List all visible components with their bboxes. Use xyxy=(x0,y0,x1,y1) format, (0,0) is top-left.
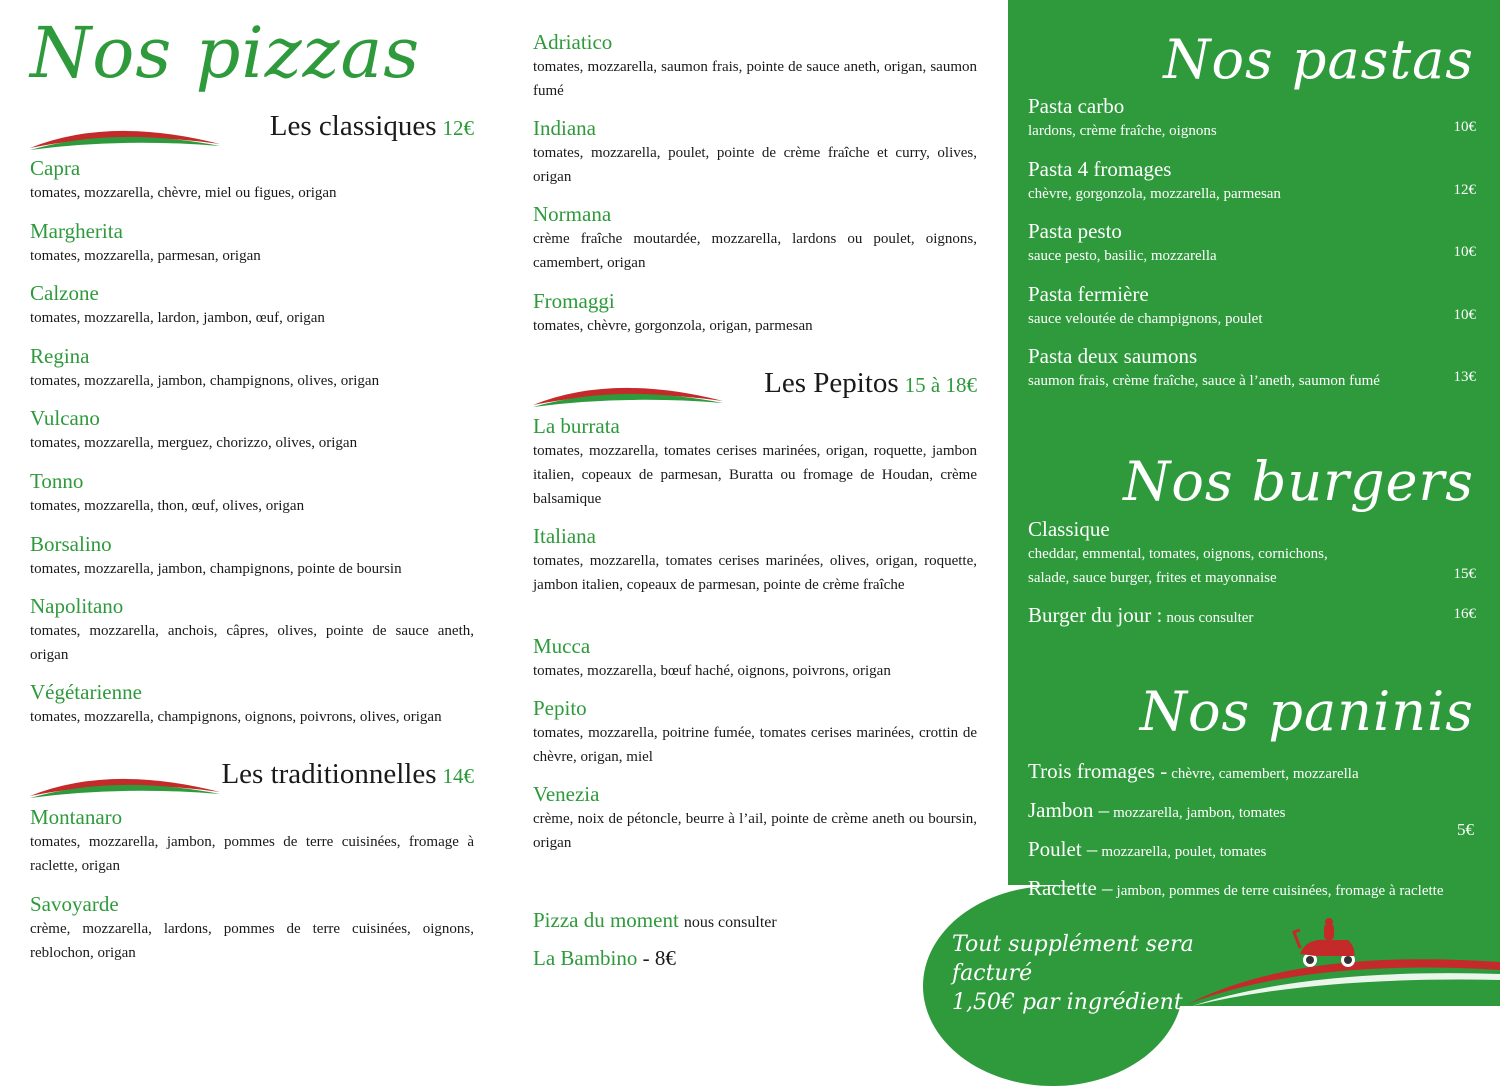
section-pepitos xyxy=(533,367,977,407)
item-desc: tomates, mozzarella, jambon, champignons, olives, origan xyxy=(30,373,380,389)
item-price: 10€ xyxy=(1453,307,1476,323)
item-desc: tomates, mozzarella, champignons, oignons, poivrons, olives, origan xyxy=(30,709,442,725)
section-price: 14€ xyxy=(442,764,474,788)
item-name: Pasta carbo xyxy=(1028,94,1125,118)
item-desc: sauce pesto, basilic, mozzarella xyxy=(1028,248,1217,264)
item-name: Capra xyxy=(30,156,81,180)
pizzas-title: Nos pizzas xyxy=(30,12,421,94)
section-traditionnelles xyxy=(30,758,474,798)
item-price: 15€ xyxy=(1453,566,1476,582)
item-sep: – xyxy=(1102,876,1113,900)
panini-item xyxy=(1028,876,1444,901)
menu-item xyxy=(30,156,474,205)
panini-item xyxy=(1028,759,1359,784)
item-desc: tomates, mozzarella, poulet, pointe de crème fraîche et curry, olives, origan xyxy=(533,145,977,185)
item-desc: tomates, mozzarella, lardon, jambon, œuf, origan xyxy=(30,310,325,326)
item-desc: lardons, crème fraîche, oignons xyxy=(1028,123,1217,139)
menu-item xyxy=(30,532,474,581)
item-desc: crème fraîche moutardée, mozzarella, lardons ou poulet, oignons, camembert, origan xyxy=(533,231,977,271)
menu-item xyxy=(533,289,977,338)
section-price: 12€ xyxy=(442,116,474,140)
menu-item xyxy=(533,782,977,855)
item-name: Tonno xyxy=(30,469,84,493)
item-name: Burger du jour : xyxy=(1028,603,1163,627)
item-desc: tomates, mozzarella, poitrine fumée, tomates cerises marinées, crottin de chèvre, origan, miel xyxy=(533,725,977,765)
swoosh-decoration-icon xyxy=(30,116,220,150)
panini-item xyxy=(1028,798,1286,823)
item-name: Indiana xyxy=(533,116,596,140)
section-heading: Les classiques xyxy=(269,110,437,142)
item-desc: tomates, mozzarella, jambon, pommes de terre cuisinées, fromage à raclette, origan xyxy=(30,834,474,874)
item-desc: mozzarella, jambon, tomates xyxy=(1113,805,1286,821)
item-desc: chèvre, gorgonzola, mozzarella, parmesan xyxy=(1028,186,1281,202)
item-name: Montanaro xyxy=(30,805,123,829)
item-sep: – xyxy=(1086,837,1098,861)
menu-item xyxy=(30,805,474,878)
menu-item xyxy=(533,202,977,275)
menu-item xyxy=(30,680,474,729)
menu-item xyxy=(533,524,977,597)
item-name: Calzone xyxy=(30,281,99,305)
menu-item xyxy=(30,469,474,518)
supplement-note xyxy=(952,930,1252,1017)
item-name: Margherita xyxy=(30,219,123,243)
item-desc: saumon frais, crème fraîche, sauce à l’aneth, saumon fumé xyxy=(1028,373,1380,389)
item-desc: tomates, mozzarella, chèvre, miel ou figues, origan xyxy=(30,185,337,201)
item-name: Fromaggi xyxy=(533,289,615,313)
item-desc: mozzarella, poulet, tomates xyxy=(1101,844,1267,860)
pasta-item xyxy=(1028,281,1476,331)
menu-item xyxy=(533,696,977,769)
menu-item xyxy=(533,116,977,189)
la-bambino xyxy=(533,946,676,971)
section-heading: Les traditionnelles xyxy=(221,758,437,790)
pastas-title: Nos pastas xyxy=(1163,28,1474,91)
menu-item xyxy=(30,219,474,268)
item-desc: chèvre, camembert, mozzarella xyxy=(1171,766,1359,782)
item-price: 10€ xyxy=(1453,244,1476,260)
item-desc: tomates, mozzarella, thon, œuf, olives, origan xyxy=(30,498,305,514)
pasta-item xyxy=(1028,343,1476,393)
section-heading: Les Pepitos xyxy=(764,367,899,399)
item-name: Napolitano xyxy=(30,594,124,618)
item-name: Jambon xyxy=(1028,798,1094,822)
item-name: Pizza du moment xyxy=(533,908,679,932)
menu-item xyxy=(30,892,474,965)
item-name: Normana xyxy=(533,202,612,226)
supplement-line-2: 1,50€ par ingrédient. xyxy=(952,990,1190,1015)
section-price: 15 à 18€ xyxy=(904,373,977,397)
item-name: Vulcano xyxy=(30,406,100,430)
pasta-item xyxy=(1028,156,1476,206)
section-classiques xyxy=(30,110,474,150)
item-desc: tomates, mozzarella, anchois, câpres, olives, pointe de sauce aneth, origan xyxy=(30,623,474,663)
supplement-line-1: Tout supplément sera facturé xyxy=(952,932,1194,986)
item-name: Trois fromages xyxy=(1028,759,1155,783)
item-desc: crème, noix de pétoncle, beurre à l’ail, pointe de crème aneth ou boursin, origan xyxy=(533,811,977,851)
item-desc: salade, sauce burger, frites et mayonnaise xyxy=(1028,570,1277,586)
item-desc: tomates, chèvre, gorgonzola, origan, parmesan xyxy=(533,318,813,334)
item-desc: tomates, mozzarella, merguez, chorizzo, olives, origan xyxy=(30,435,358,451)
item-name: Italiana xyxy=(533,524,596,548)
item-name: Végétarienne xyxy=(30,680,142,704)
item-name: Regina xyxy=(30,344,90,368)
menu-item xyxy=(533,414,977,511)
panini-item xyxy=(1028,837,1266,862)
item-desc: crème, mozzarella, lardons, pommes de terre cuisinées, oignons, reblochon, origan xyxy=(30,921,474,961)
item-price: 16€ xyxy=(1453,606,1476,622)
item-price: 13€ xyxy=(1453,369,1476,385)
item-name: Pasta fermière xyxy=(1028,282,1149,306)
item-name: Pasta 4 fromages xyxy=(1028,157,1172,181)
item-name: Pasta pesto xyxy=(1028,219,1122,243)
paninis-title: Nos paninis xyxy=(1139,680,1474,743)
item-desc: tomates, mozzarella, parmesan, origan xyxy=(30,248,261,264)
item-price: 12€ xyxy=(1453,182,1476,198)
item-note: nous consulter xyxy=(683,914,777,931)
pasta-item xyxy=(1028,93,1476,143)
burgers-title: Nos burgers xyxy=(1123,450,1474,513)
menu-item xyxy=(30,281,474,330)
item-price: 10€ xyxy=(1453,119,1476,135)
item-name: Poulet xyxy=(1028,837,1082,861)
item-desc: tomates, mozzarella, bœuf haché, oignons, poivrons, origan xyxy=(533,663,891,679)
burger-item xyxy=(1028,516,1476,590)
pasta-item xyxy=(1028,218,1476,268)
item-name: Classique xyxy=(1028,517,1110,541)
swoosh-decoration-icon xyxy=(533,373,723,407)
swoosh-decoration-icon xyxy=(30,764,220,798)
item-name: Savoyarde xyxy=(30,892,119,916)
item-sep: - xyxy=(1160,759,1168,783)
panini-price: 5€ xyxy=(1457,820,1474,839)
menu-item xyxy=(30,406,474,455)
item-name: La Bambino xyxy=(533,946,638,970)
item-desc: jambon, pommes de terre cuisinées, fromage à raclette xyxy=(1116,883,1444,899)
item-desc: cheddar, emmental, tomates, oignons, cornichons, xyxy=(1028,546,1328,562)
menu-item xyxy=(533,30,977,103)
item-desc: tomates, mozzarella, saumon frais, pointe de sauce aneth, origan, saumon fumé xyxy=(533,59,977,99)
burger-item xyxy=(1028,602,1476,630)
item-name: Venezia xyxy=(533,782,600,806)
item-desc: sauce veloutée de champignons, poulet xyxy=(1028,311,1263,327)
item-desc: tomates, mozzarella, tomates cerises marinées, olives, origan, roquette, jambon italien, copeaux de parmesan, pointe de crème fraîche xyxy=(533,553,977,593)
item-price: 8€ xyxy=(654,946,676,970)
menu-item xyxy=(30,344,474,393)
item-name: Pepito xyxy=(533,696,587,720)
item-name: Pasta deux saumons xyxy=(1028,344,1198,368)
item-desc: tomates, mozzarella, tomates cerises marinées, origan, roquette, jambon italien, copeaux de parmesan, Buratta ou fromage de Houdan, crème balsamique xyxy=(533,443,977,507)
pizza-du-moment xyxy=(533,908,777,933)
item-name: La burrata xyxy=(533,414,620,438)
item-name: Mucca xyxy=(533,634,591,658)
menu-item xyxy=(533,634,977,683)
item-note: nous consulter xyxy=(1166,610,1254,626)
menu-item xyxy=(30,594,474,667)
green-panel xyxy=(1008,0,1500,1006)
item-name: Adriatico xyxy=(533,30,613,54)
item-desc: tomates, mozzarella, jambon, champignons, pointe de boursin xyxy=(30,561,402,577)
item-sep: – xyxy=(1098,798,1110,822)
item-sep: - xyxy=(642,946,650,970)
item-name: Borsalino xyxy=(30,532,112,556)
item-name: Raclette xyxy=(1028,876,1097,900)
